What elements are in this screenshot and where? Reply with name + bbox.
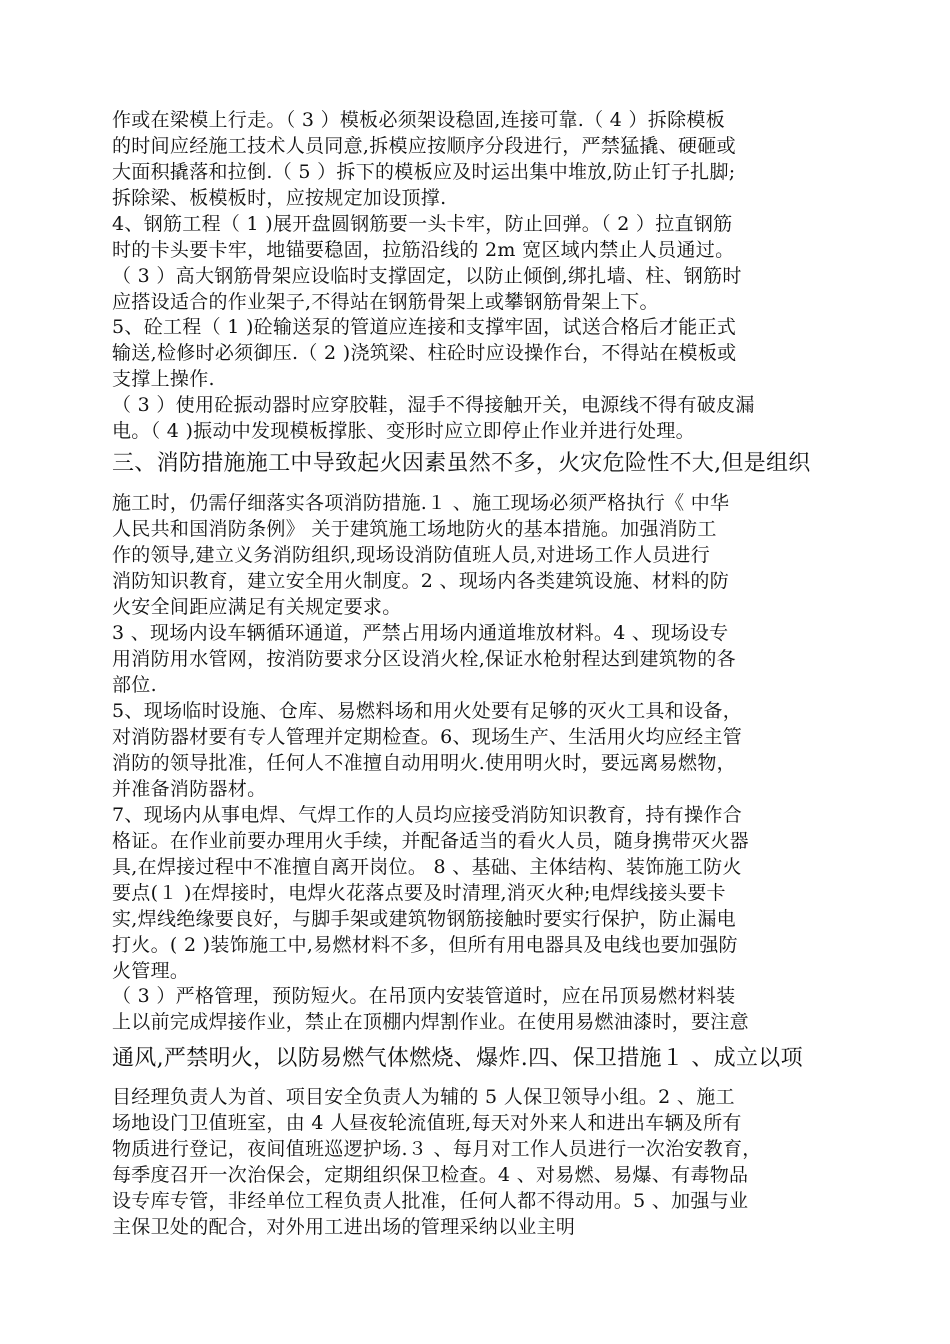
text-line: 设专库专管，非经单位工程负责人批准，任何人都不得动用。5 、加强与业: [112, 1190, 749, 1212]
text-line: （ 3 ）严格管理，预防短火。在吊顶内安装管道时，应在吊顶易燃材料装: [112, 985, 736, 1007]
text-line: 要点(１ )在焊接时，电焊火花落点要及时清理,消灭火种;电焊线接头要卡: [112, 882, 726, 904]
text-line: 消防知识教育，建立安全用火制度。2 、现场内各类建筑设施、材料的防: [112, 570, 730, 592]
text-line: 主保卫处的配合，对外用工进出场的管理采纳以业主明: [112, 1216, 576, 1238]
text-line: 电。（ 4 )振动中发现模板撑胀、变形时应立即停止作业并进行处理。: [112, 420, 695, 442]
text-line: 时的卡头要卡牢，地锚要稳固，拉筋沿线的 2m 宽区域内禁止人员通过。: [112, 239, 735, 261]
text-line: 格证。在作业前要办理用火手续，并配备适当的看火人员，随身携带灭火器: [112, 830, 749, 852]
text-line: 应搭设适合的作业架子,不得站在钢筋骨架上或攀钢筋骨架上下。: [112, 291, 659, 313]
text-line: （ 3 ）使用砼振动器时应穿胶鞋，湿手不得接触开关，电源线不得有破皮漏: [112, 394, 755, 416]
text-line: 并准备消防器材。: [112, 778, 267, 800]
text-line: 大面积撬落和拉倒.（ 5 ）拆下的模板应及时运出集中堆放,防止钉子扎脚;: [112, 161, 736, 183]
text-line: 7、现场内从事电焊、气焊工作的人员均应接受消防知识教育，持有操作合: [112, 804, 742, 826]
text-line: 火管理。: [112, 960, 190, 982]
text-line: 对消防器材要有专人管理并定期检查。6、现场生产、生活用火均应经主管: [112, 726, 742, 748]
text-line: 消防的领导批准，任何人不准擅自动用明火.使用明火时，要远离易燃物，: [112, 752, 736, 774]
section-heading-line: 三、消防措施施工中导致起火因素虽然不多，火灾危险性不大,但是组织: [112, 451, 811, 476]
text-line: 打火。( 2 )装饰施工中,易燃材料不多，但所有用电器具及电线也要加强防: [112, 934, 738, 956]
text-line: 5、砼工程（ 1 )砼输送泵的管道应连接和支撑牢固，试送合格后才能正式: [112, 316, 737, 338]
text-line: 作或在梁模上行走。（ 3 ）模板必须架设稳固,连接可靠.（ 4 ）拆除模板: [112, 109, 726, 131]
text-line: 目经理负责人为首、项目安全负责人为辅的 5 人保卫领导小组。2 、施工: [112, 1086, 735, 1108]
text-line: 部位.: [112, 674, 157, 696]
text-line: 输送,检修时必须御压.（ 2 )浇筑梁、柱砼时应设操作台，不得站在模板或: [112, 342, 737, 364]
text-line: （ 3 ）高大钢筋骨架应设临时支撑固定，以防止倾倒,绑扎墙、柱、钢筋时: [112, 265, 742, 287]
text-line: 的时间应经施工技术人员同意,拆模应按顺序分段进行，严禁猛撬、硬砸或: [112, 135, 736, 157]
text-line: 作的领导,建立义务消防组织,现场设消防值班人员,对进场工作人员进行: [112, 544, 711, 566]
section-heading-line: 通风,严禁明火，以防易燃气体燃烧、爆炸.四、保卫措施１ 、成立以项: [112, 1046, 803, 1071]
text-line: 4、钢筋工程（ 1 )展开盘圆钢筋要一头卡牢，防止回弹。（ 2 ）拉直钢筋: [112, 213, 733, 235]
text-line: 3 、现场内设车辆循环通道，严禁占用场内通道堆放材料。4 、现场设专: [112, 622, 729, 644]
text-line: 用消防用水管网，按消防要求分区设消火栓,保证水枪射程达到建筑物的各: [112, 648, 736, 670]
text-line: 具,在焊接过程中不准擅自离开岗位。 8 、基础、主体结构、装饰施工防火: [112, 856, 742, 878]
text-line: 物质进行登记，夜间值班巡逻护场.３ 、每月对工作人员进行一次治安教育，: [112, 1138, 762, 1160]
text-line: 每季度召开一次治保会，定期组织保卫检查。4 、对易燃、易爆、有毒物品: [112, 1164, 749, 1186]
text-line: 实,焊线绝缘要良好，与脚手架或建筑物钢筋接触时要实行保护，防止漏电: [112, 908, 736, 930]
text-line: 上以前完成焊接作业，禁止在顶棚内焊割作业。在使用易燃油漆时，要注意: [112, 1011, 749, 1033]
text-line: 场地设门卫值班室，由 4 人昼夜轮流值班,每天对外来人和进出车辆及所有: [112, 1112, 742, 1134]
text-line: 火安全间距应满足有关规定要求。: [112, 596, 402, 618]
text-line: 人民共和国消防条例》 关于建筑施工场地防火的基本措施。加强消防工: [112, 518, 717, 540]
text-line: 拆除梁、板模板时，应按规定加设顶撑.: [112, 187, 447, 209]
text-line: 支撑上操作.: [112, 368, 215, 390]
text-line: 施工时，仍需仔细落实各项消防措施.１ 、施工现场必须严格执行《 中华: [112, 492, 730, 514]
text-line: 5、现场临时设施、仓库、易燃料场和用火处要有足够的灭火工具和设备，: [112, 700, 742, 722]
